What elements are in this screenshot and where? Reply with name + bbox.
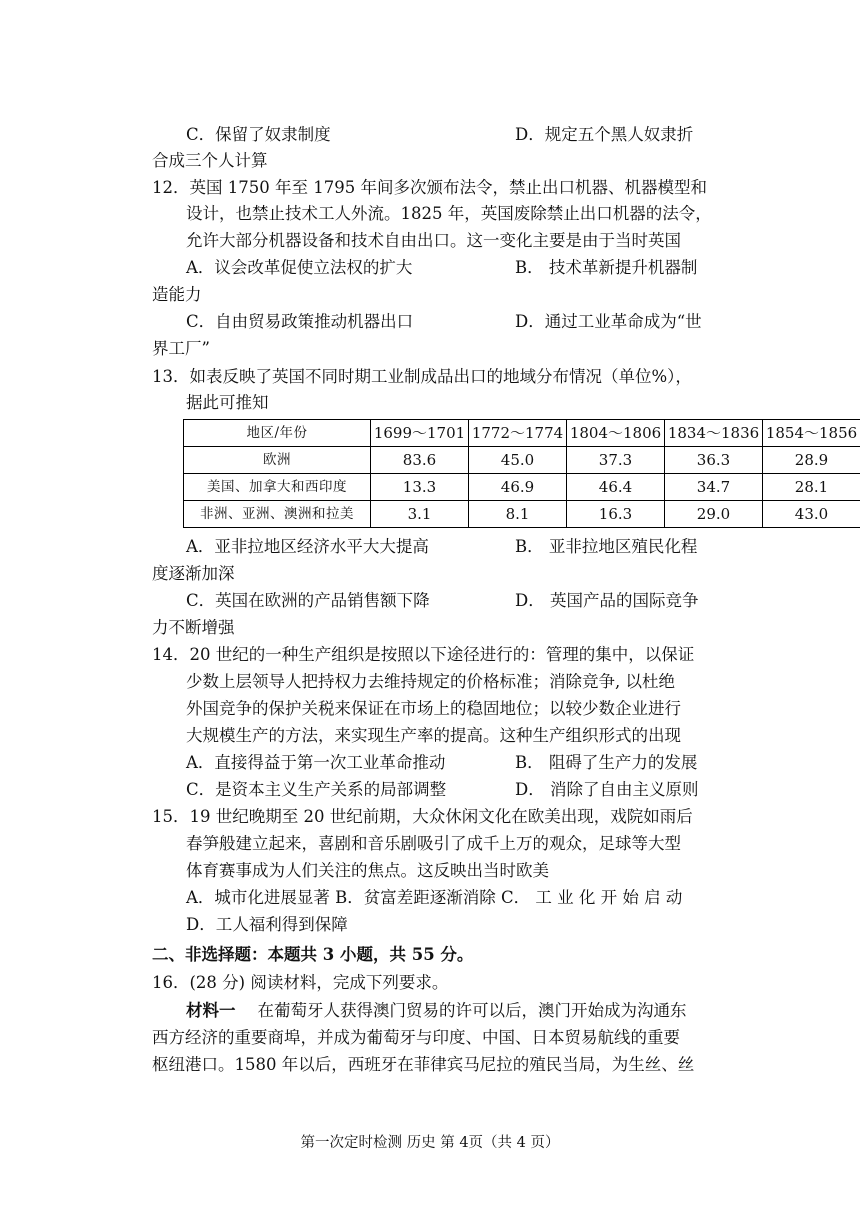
q12-stem-line2: 设计，也禁止技术工人外流。1825 年，英国废除禁止出口机器的法令， xyxy=(186,204,712,223)
q13-option-d-cont: 力不断增强 xyxy=(152,618,235,637)
q13-option-b: B． 亚非拉地区殖民化程 xyxy=(515,537,698,556)
table-header-cell: 1772～1774 xyxy=(469,420,567,447)
q15-options-line: A．城市化进展显著 B．贫富差距逐渐消除 C． 工 业 化 开 始 启 动 xyxy=(186,888,683,907)
table-cell: 8.1 xyxy=(469,501,567,528)
q12-option-d-cont: 界工厂” xyxy=(152,339,210,358)
material-text: 在葡萄牙人获得澳门贸易的许可以后，澳门开始成为沟通东 xyxy=(257,1001,687,1020)
table-cell: 29.0 xyxy=(665,501,763,528)
q12-option-b-cont: 造能力 xyxy=(152,285,202,304)
q13-option-c: C．英国在欧洲的产品销售额下降 xyxy=(186,591,430,610)
section-heading: 二、非选择题：本题共 3 小题，共 55 分。 xyxy=(152,945,474,964)
table-cell: 46.4 xyxy=(567,474,665,501)
table-cell: 83.6 xyxy=(371,447,469,474)
table-row xyxy=(184,474,860,501)
q15-stem-line2: 春笋般建立起来，喜剧和音乐剧吸引了成千上万的观众，足球等大型 xyxy=(186,834,681,853)
q11-option-c: C．保留了奴隶制度 xyxy=(186,125,331,144)
table-cell: 16.3 xyxy=(567,501,665,528)
q14-stem-line1: 14．20 世纪的一种生产组织是按照以下途径进行的：管理的集中，以保证 xyxy=(152,645,695,664)
q15-stem-line1: 15．19 世纪晚期至 20 世纪前期，大众休闲文化在欧美出现，戏院如雨后 xyxy=(152,807,693,826)
table-cell: 37.3 xyxy=(567,447,665,474)
table-cell: 13.3 xyxy=(371,474,469,501)
q16-stem: 16．(28 分) 阅读材料，完成下列要求。 xyxy=(152,973,449,992)
q13-stem-line2: 据此可推知 xyxy=(186,393,269,412)
q12-stem-line1: 12．英国 1750 年至 1795 年间多次颁布法令，禁止出口机器、机器模型和 xyxy=(152,178,707,197)
table-cell: 43.0 xyxy=(763,501,860,528)
table-cell: 36.3 xyxy=(665,447,763,474)
q14-option-c: C．是资本主义生产关系的局部调整 xyxy=(186,780,447,799)
table-cell: 46.9 xyxy=(469,474,567,501)
q14-option-a: A．直接得益于第一次工业革命推动 xyxy=(186,753,446,772)
q13-stem-line1: 13．如表反映了英国不同时期工业制成品出口的地域分布情况（单位%）， xyxy=(152,367,692,386)
q14-stem-line4: 大规模生产的方法，来实现生产率的提高。这种生产组织形式的出现 xyxy=(186,726,681,745)
table-row xyxy=(184,501,860,528)
q14-option-b: B． 阻碍了生产力的发展 xyxy=(515,753,698,772)
table-cell: 45.0 xyxy=(469,447,567,474)
table-cell-region: 美国、加拿大和西印度 xyxy=(184,474,371,501)
q12-option-d: D．通过工业革命成为“世 xyxy=(515,312,702,331)
q16-material-line3: 枢纽港口。1580 年以后，西班牙在菲律宾马尼拉的殖民当局，为生丝、丝 xyxy=(152,1055,695,1074)
q13-option-d: D． 英国产品的国际竞争 xyxy=(515,591,699,610)
q14-stem-line2: 少数上层领导人把持权力去维持规定的价格标准；消除竞争, 以杜绝 xyxy=(186,672,675,691)
material-label: 材料一 xyxy=(186,1001,236,1020)
q15-option-d: D．工人福利得到保障 xyxy=(186,915,348,934)
q12-option-b: B． 技术革新提升机器制 xyxy=(515,258,698,277)
export-distribution-table xyxy=(183,419,860,528)
q11-option-d-cont: 合成三个人计算 xyxy=(152,151,268,170)
table-cell: 34.7 xyxy=(665,474,763,501)
table-header-cell: 1854～1856 xyxy=(763,420,860,447)
q11-option-d: D．规定五个黑人奴隶折 xyxy=(515,125,694,144)
q12-stem-line3: 允许大部分机器设备和技术自由出口。这一变化主要是由于当时英国 xyxy=(186,231,681,250)
table-cell: 28.1 xyxy=(763,474,860,501)
q12-option-c: C．自由贸易政策推动机器出口 xyxy=(186,312,414,331)
q15-stem-line3: 体育赛事成为人们关注的焦点。这反映出当时欧美 xyxy=(186,861,549,880)
page-footer: 第一次定时检测 历史 第 4页（共 4 页） xyxy=(300,1135,560,1151)
table-cell-region: 非洲、亚洲、澳洲和拉美 xyxy=(184,501,371,528)
table-header-cell: 地区/年份 xyxy=(184,420,371,447)
table-header-cell: 1804～1806 xyxy=(567,420,665,447)
q13-option-a: A．亚非拉地区经济水平大大提高 xyxy=(186,537,429,556)
q14-option-d: D． 消除了自由主义原则 xyxy=(515,780,699,799)
q12-option-a: A．议会改革促使立法权的扩大 xyxy=(186,258,413,277)
q14-stem-line3: 外国竞争的保护关税来保证在市场上的稳固地位；以较少数企业进行 xyxy=(186,699,681,718)
table-row xyxy=(184,447,860,474)
table-cell-region: 欧洲 xyxy=(184,447,371,474)
table-header-cell: 1699～1701 xyxy=(371,420,469,447)
q16-material-line2: 西方经济的重要商埠，并成为葡萄牙与印度、中国、日本贸易航线的重要 xyxy=(152,1028,680,1047)
table-header-cell: 1834～1836 xyxy=(665,420,763,447)
table-header-row xyxy=(184,420,860,447)
table-cell: 28.9 xyxy=(763,447,860,474)
table-cell: 3.1 xyxy=(371,501,469,528)
q13-option-b-cont: 度逐渐加深 xyxy=(152,564,235,583)
q16-material-line1 xyxy=(186,1000,687,1022)
